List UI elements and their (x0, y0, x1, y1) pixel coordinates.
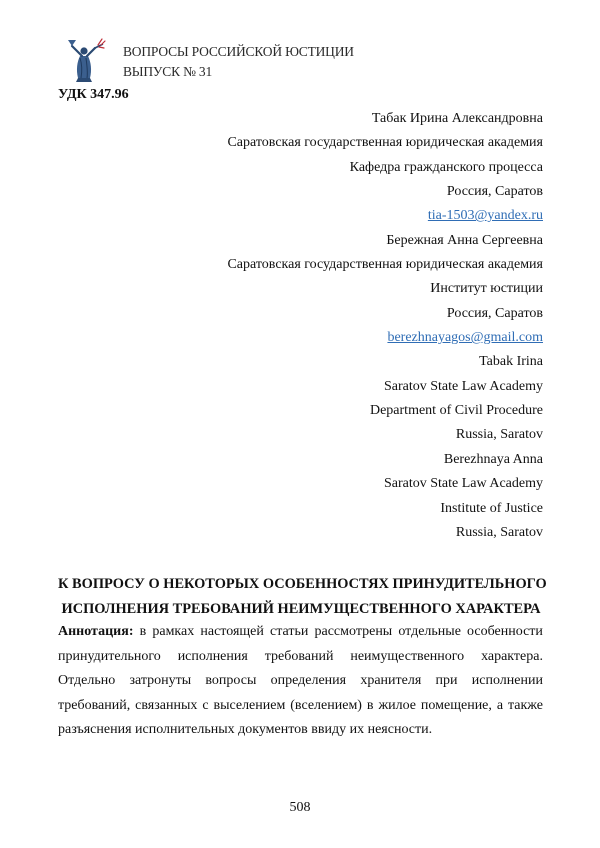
abstract-word: неимущественного (350, 645, 464, 670)
author-line: Saratov State Law Academy (227, 472, 543, 496)
journal-name (123, 42, 354, 82)
article-title-line-1: К ВОПРОСУ О НЕКОТОРЫХ ОСОБЕННОСТЯХ ПРИНУДИТЕЛЬНОГО (58, 572, 544, 597)
abstract-word: определения (271, 669, 346, 694)
author-line: Россия, Саратов (227, 180, 543, 204)
abstract-word: характера. (481, 645, 543, 670)
abstract-word: выселением (213, 694, 285, 719)
author-line: Табак Ирина Александровна (227, 107, 543, 131)
abstract-word: (вселением) (290, 694, 362, 719)
author-line: Институт юстиции (227, 277, 543, 301)
author-block (227, 107, 543, 545)
abstract-word: затронуты (129, 669, 191, 694)
abstract-word: требований, (58, 694, 130, 719)
article-title (58, 572, 544, 621)
abstract-line (58, 620, 543, 645)
abstract-word: жилое (378, 694, 416, 719)
abstract-line (58, 669, 543, 694)
abstract-word: Отдельно (58, 669, 115, 694)
abstract-word: требований (265, 645, 334, 670)
abstract-word: рассмотрены (315, 620, 393, 645)
abstract (58, 620, 543, 743)
abstract-word: настоящей (200, 620, 264, 645)
author-line: Кафедра гражданского процесса (227, 156, 543, 180)
abstract-word: при (436, 669, 458, 694)
abstract-word: принудительного (58, 645, 161, 670)
email-link[interactable]: berezhnayagos@gmail.com (387, 330, 543, 345)
udk-code: УДК 347.96 (58, 87, 129, 103)
abstract-word: исполнения (178, 645, 248, 670)
journal-title: ВОПРОСЫ РОССИЙСКОЙ ЮСТИЦИИ (123, 42, 354, 62)
author-line (227, 326, 543, 350)
author-line: Россия, Саратов (227, 302, 543, 326)
abstract-word: а (497, 694, 503, 719)
abstract-word: рамках (152, 620, 194, 645)
author-line: Бережная Анна Сергеевна (227, 229, 543, 253)
abstract-word: помещение, (421, 694, 492, 719)
author-line: Department of Civil Procedure (227, 399, 543, 423)
author-line: Саратовская государственная юридическая академия (227, 131, 543, 155)
abstract-word: связанных (135, 694, 197, 719)
abstract-word: вопросы (205, 669, 256, 694)
author-line (227, 204, 543, 228)
abstract-word: в (367, 694, 374, 719)
page-number: 508 (0, 800, 600, 816)
author-line: Saratov State Law Academy (227, 375, 543, 399)
abstract-label: Аннотация: (58, 620, 133, 645)
abstract-word: особенности (467, 620, 543, 645)
abstract-word: исполнении (472, 669, 543, 694)
journal-header (58, 36, 538, 86)
abstract-word: отдельные (398, 620, 461, 645)
email-link[interactable]: tia-1503@yandex.ru (428, 208, 543, 223)
author-line: Tabak Irina (227, 350, 543, 374)
author-line: Russia, Saratov (227, 423, 543, 447)
abstract-line (58, 645, 543, 670)
abstract-line (58, 694, 543, 719)
author-line: Russia, Saratov (227, 521, 543, 545)
abstract-word: разъяснения исполнительных документов ввиду их неясности. (58, 718, 432, 743)
author-line: Institute of Justice (227, 497, 543, 521)
author-line: Саратовская государственная юридическая академия (227, 253, 543, 277)
abstract-word: также (508, 694, 543, 719)
abstract-word: статьи (270, 620, 308, 645)
themis-statue-icon (58, 36, 108, 84)
journal-issue: ВЫПУСК № 31 (123, 62, 354, 82)
author-line: Berezhnaya Anna (227, 448, 543, 472)
abstract-word: с (202, 694, 208, 719)
abstract-word: хранителя (360, 669, 421, 694)
abstract-word: в (140, 620, 147, 645)
abstract-line (58, 718, 543, 743)
article-title-line-2: ИСПОЛНЕНИЯ ТРЕБОВАНИЙ НЕИМУЩЕСТВЕННОГО ХАРАКТЕРА (58, 597, 544, 622)
